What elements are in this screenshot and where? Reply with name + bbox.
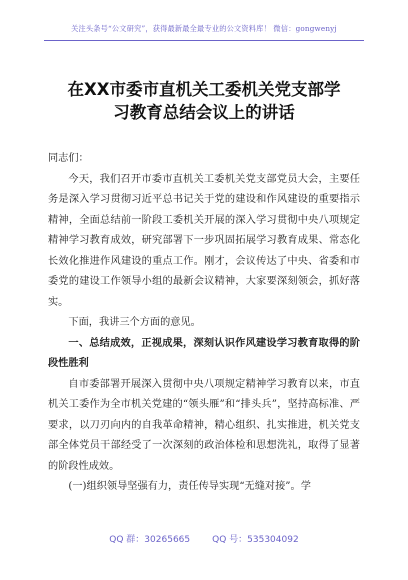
paragraph-section-1: 自市委部署开展深入贯彻中央八项规定精神学习教育以来，市直机关工委作为全市机关党建的“领头雁”和“排头兵”，坚持高标准、严要求，以刀刃向内的自我革命精神，精心组织、扎实推进，机关党支部全体党员干部经受了一次深刻的政治体检和思想洗礼，取得了显著的阶段性成效。 — [48, 378, 360, 472]
paragraph-subsection-1: (一)组织领导坚强有力，责任传导实现“无缝对接”。学 — [68, 481, 311, 492]
title-line-2: 习教育总结会议上的讲话 — [113, 103, 295, 122]
footer-qq-group: QQ 群：30265665 — [109, 535, 191, 545]
document-title — [38, 78, 370, 124]
document-body — [48, 149, 360, 498]
header-note: 关注头条号“公文研究”，获得最新最全最专业的公文资料库！ 微信：gongwenyj — [71, 24, 337, 33]
paragraph-opening: 今天，我们召开市委市直机关工委机关党支部党员大会，主要任务是深入学习贯彻习近平总书记关于党的建设和作风建设的重要指示精神，全面总结前一阶段工委机关开展的深入学习贯彻中央八项规定精神学习教育成效，研究部署下一步巩固拓展学习教育成果、常态化长效化推进作风建设的重点工作。刚才，会议传达了中央、省委和市委党的建设工作领导小组的最新会议精神，大家要深刻领会，抓好落实。 — [48, 173, 360, 308]
salutation: 同志们： — [48, 153, 89, 164]
footer-qq-number: QQ 号：535304092 — [212, 535, 299, 545]
section-heading-1: 一、总结成效，正视成果，深刻认识作风建设学习教育取得的阶段性胜利 — [48, 337, 360, 369]
paragraph-transition: 下面，我讲三个方面的意见。 — [68, 317, 201, 328]
header-divider — [44, 40, 364, 41]
title-line-1: 在XX市委市直机关工委机关党支部学 — [67, 80, 341, 99]
footer-contact — [0, 532, 408, 545]
